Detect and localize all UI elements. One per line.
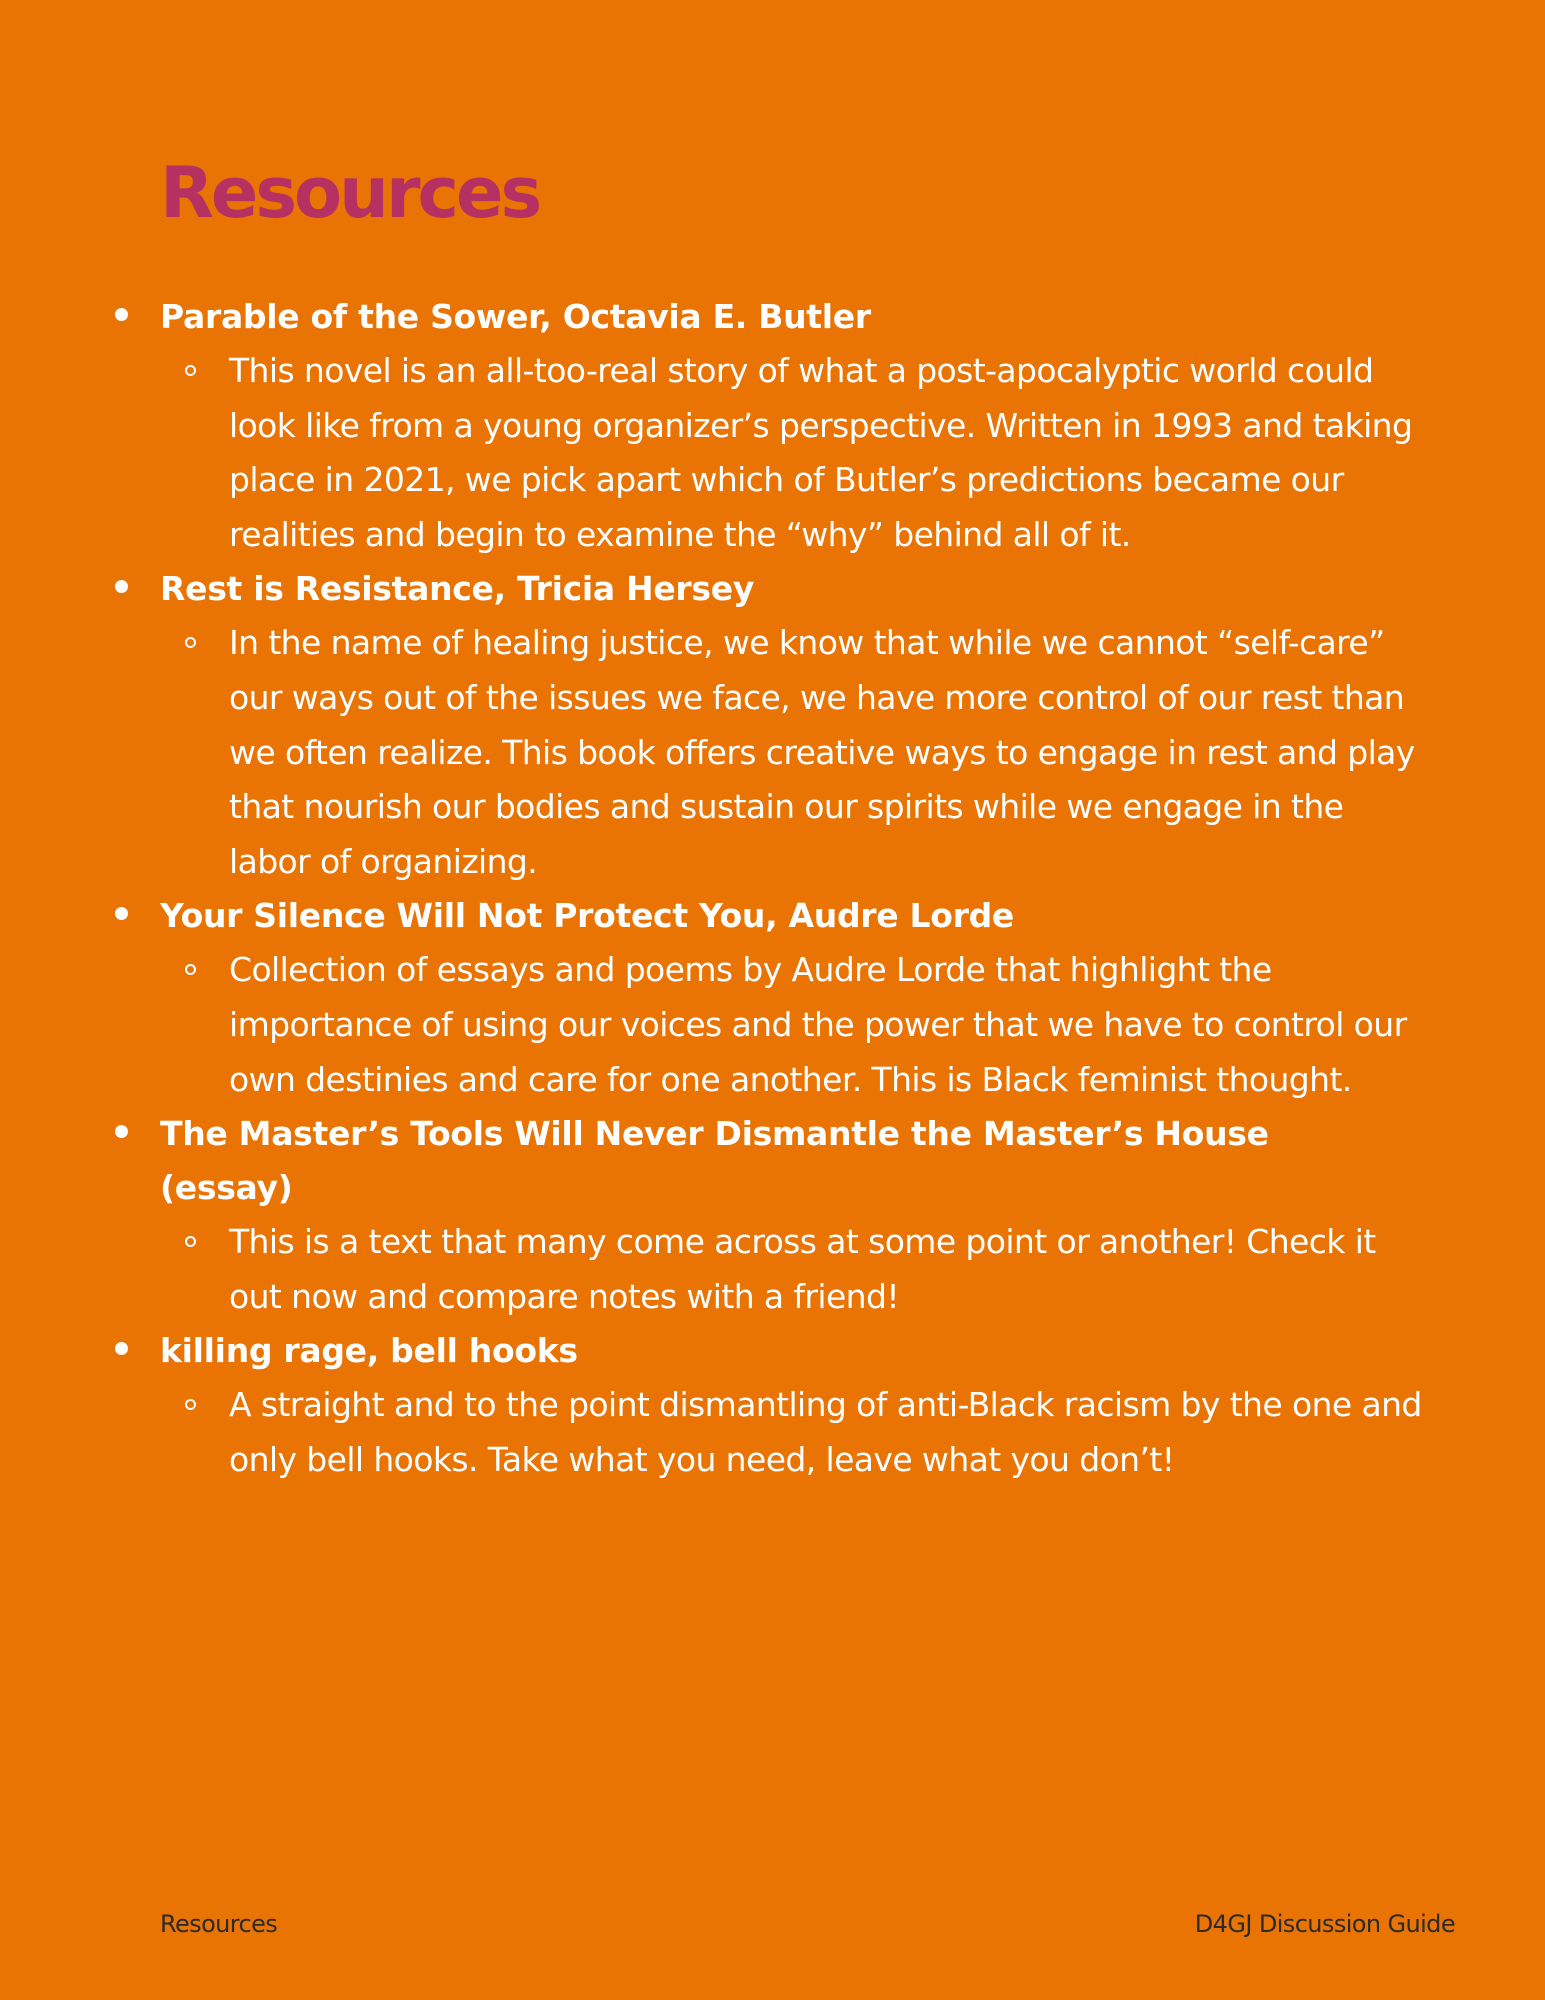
resource-description-item: [229, 616, 1450, 889]
hollow-bullet-icon: [185, 1236, 196, 1247]
footer-guide-title: D4GJ Discussion Guide: [1194, 1910, 1455, 1938]
bullet-icon: [115, 907, 128, 920]
resource-item: [160, 562, 1450, 889]
resource-title: Your Silence Will Not Protect You, Audre Lorde: [160, 896, 1015, 936]
resource-description: In the name of healing justice, we know that while we cannot “self-care” our ways out of the issues we face, we have more control of our rest than we often realize. This book offers creative ways to engage in rest and play that nourish our bodies and sustain our spirits while we engage in the labor of organizing.: [229, 623, 1415, 881]
resource-title: The Master’s Tools Will Never Dismantle the Master’s House (essay): [160, 1114, 1269, 1208]
bullet-icon: [115, 580, 128, 593]
resource-item: [160, 1107, 1450, 1324]
footer-section-label: Resources: [160, 1910, 278, 1938]
resource-description: This is a text that many come across at some point or another! Check it out now and compare notes with a friend!: [229, 1222, 1376, 1316]
resource-description-item: [229, 943, 1450, 1107]
bullet-icon: [115, 1342, 128, 1355]
resource-description: This novel is an all-too-real story of what a post-apocalyptic world could look like from a young organizer’s perspective. Written in 1993 and taking place in 2021, we pick apart which of Butler’s predictions became our realities and begin to examine the “why” behind all of it.: [229, 351, 1413, 554]
bullet-icon: [115, 1125, 128, 1138]
resource-title: Parable of the Sower, Octavia E. Butler: [160, 297, 871, 336]
resource-item: [160, 1324, 1450, 1487]
resource-description: A straight and to the point dismantling of anti-Black racism by the one and only bell hooks. Take what you need, leave what you don’t!: [229, 1385, 1422, 1479]
resource-item: [160, 290, 1450, 562]
resource-title: killing rage, bell hooks: [160, 1331, 578, 1371]
resource-description-item: [229, 344, 1450, 562]
resource-list: [160, 290, 1450, 1488]
hollow-bullet-icon: [185, 637, 196, 648]
hollow-bullet-icon: [185, 365, 196, 376]
resource-title: Rest is Resistance, Tricia Hersey: [160, 569, 755, 609]
bullet-icon: [115, 308, 128, 321]
resource-item: [160, 889, 1450, 1107]
resource-description-item: [229, 1215, 1450, 1324]
page-title: Resources: [160, 152, 540, 234]
hollow-bullet-icon: [185, 1399, 196, 1410]
resource-description-item: [229, 1378, 1450, 1487]
resource-description: Collection of essays and poems by Audre Lorde that highlight the importance of using our voices and the power that we have to control our own destinies and care for one another. This is Black feminist thought.: [229, 950, 1407, 1099]
hollow-bullet-icon: [185, 964, 196, 975]
